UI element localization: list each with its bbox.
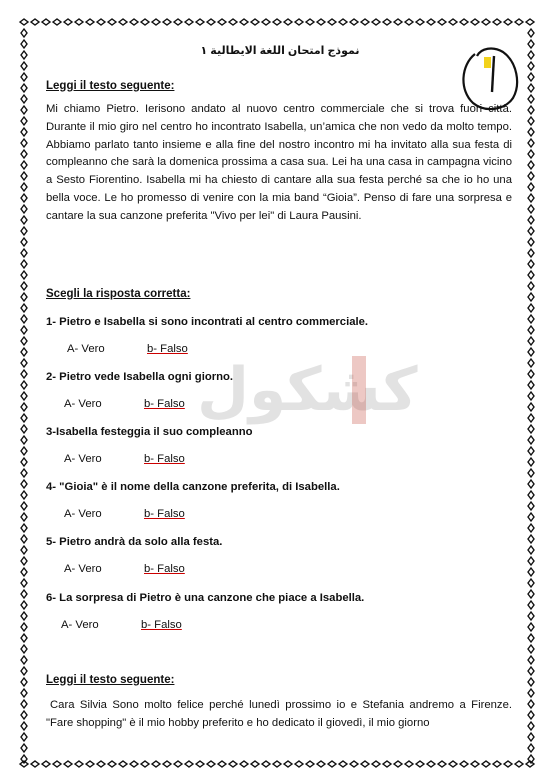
option-vero[interactable]: A- Vero (61, 619, 99, 631)
question-3: 3-Isabella festeggia il suo compleanno (46, 426, 253, 438)
option-vero[interactable]: A- Vero (67, 343, 105, 355)
option-falso[interactable]: b- Falso (144, 453, 185, 465)
question-4-options (64, 508, 185, 520)
option-vero[interactable]: A- Vero (64, 398, 102, 410)
watermark-logo: كشكول (197, 355, 418, 425)
option-falso[interactable]: b- Falso (147, 343, 188, 355)
question-5-options (64, 563, 185, 575)
option-falso[interactable]: b- Falso (144, 398, 185, 410)
option-falso[interactable]: b- Falso (141, 619, 182, 631)
question-1: 1- Pietro e Isabella si sono incontrati al centro commerciale. (46, 316, 369, 328)
section-1-heading: Leggi il testo seguente: (46, 80, 175, 92)
question-2-options (64, 398, 185, 410)
option-vero[interactable]: A- Vero (64, 508, 102, 520)
option-vero[interactable]: A- Vero (64, 453, 102, 465)
option-vero[interactable]: A- Vero (64, 563, 102, 575)
reading-passage-2: Cara Silvia Sono molto felice perché lunedì prossimo io e Stefania andremo a Firenze. "Fare shopping" è il mio hobby preferito e ho dedicato il giovedì, il mio giorno (46, 699, 512, 729)
question-1-options (67, 343, 188, 355)
question-3-options (64, 453, 185, 465)
exam-title: نموذج امتحان اللغة الايطالية ١ (200, 45, 360, 57)
option-falso[interactable]: b- Falso (144, 563, 185, 575)
question-2: 2- Pietro vede Isabella ogni giorno. (46, 371, 234, 383)
section-2-heading: Leggi il testo seguente: (46, 674, 175, 686)
reading-passage-1: Mi chiamo Pietro. Ierisono andato al nuovo centro commerciale che si trova fuori città. Durante il mio giro nel centro ho incontrato Isabella, un’amica che non vedo da molto tempo. Abbiamo parlato tanto insieme e alla fine del nostro incontro mi ha invitato alla sua festa di compleanno che sarà la domenica prossima a casa sua. Lei ha una casa in campagna vicino a Sesto Fiorentino. Isabella mi ha chiesto di cantare alla sua festa perché sa che io ho una bella voce. Le ho promesso di venire con la mia band “Gioia”. Penso di fare una sorpresa e cantare la sua canzone preferita "Vivo per lei" di Laura Pausini. (46, 103, 512, 222)
quiz-heading: Scegli la risposta corretta: (46, 288, 191, 300)
question-6-options (61, 619, 182, 631)
question-6: 6- La sorpresa di Pietro è una canzone che piace a Isabella. (46, 592, 365, 604)
watermark-bar (352, 356, 366, 424)
question-5: 5- Pietro andrà da solo alla festa. (46, 536, 223, 548)
question-4: 4- "Gioia" è il nome della canzone preferita, di Isabella. (46, 481, 340, 493)
option-falso[interactable]: b- Falso (144, 508, 185, 520)
